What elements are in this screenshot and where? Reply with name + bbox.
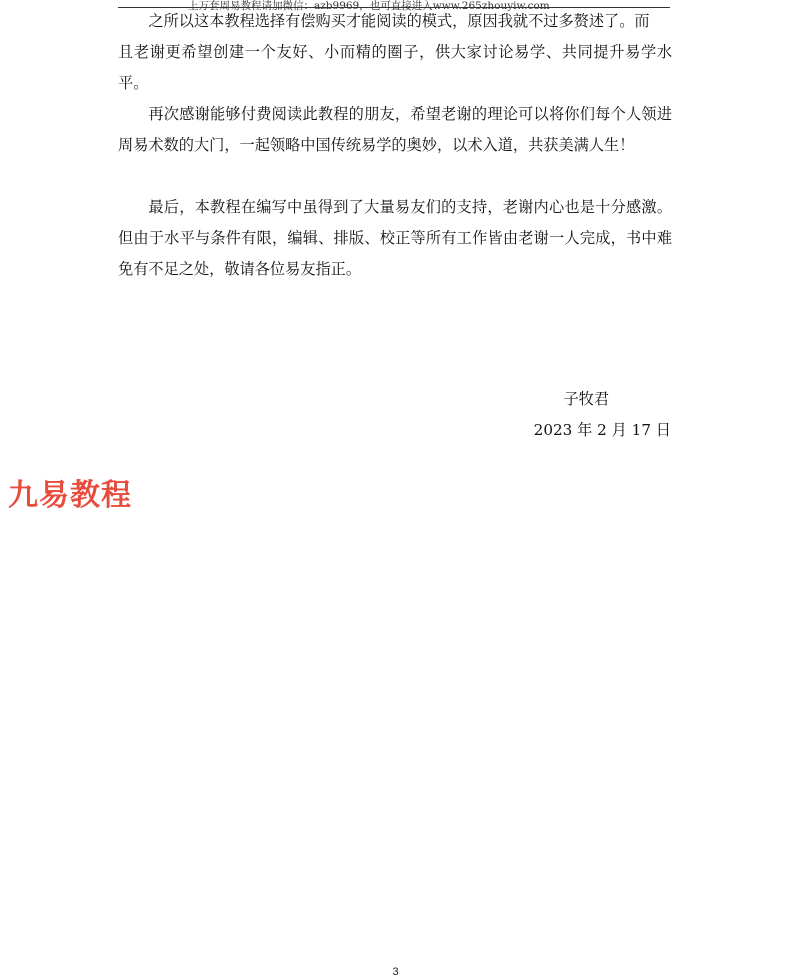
paragraph-2: 再次感谢能够付费阅读此教程的朋友，希望老谢的理论可以将你们每个人领进周易术数的大门，一起领略中国传统易学的奥妙，以术入道，共获美满人生！ bbox=[118, 105, 672, 154]
body-text bbox=[118, 6, 672, 285]
paragraph-1-continuation: 且老谢更希望创建一个友好、小而精的圈子，供大家讨论易学、共同提升易学水平。 bbox=[118, 43, 672, 92]
paragraph-1 bbox=[118, 6, 672, 37]
header-text: 上万套周易教程请加微信：azb9969，也可直接进入www.265zhouyiw.com bbox=[188, 0, 550, 12]
paragraph-3: 最后，本教程在编写中虽得到了大量易友们的支持，老谢内心也是十分感激。但由于水平与条件有限，编辑、排版、校正等所有工作皆由老谢一人完成，书中难免有不足之处，敬请各位易友指正。 bbox=[118, 198, 672, 278]
signature-name: 子牧君 bbox=[563, 390, 609, 408]
page-number: 3 bbox=[392, 966, 399, 978]
paragraph-1-line-1: 之所以这本教程选择有偿购买才能阅读的模式，原因我就不过多赘述了。而 bbox=[148, 12, 650, 30]
signature-block bbox=[371, 384, 671, 446]
signature-date: 2023 年 2 月 17 日 bbox=[533, 421, 671, 439]
watermark-logo: 九易教程 bbox=[8, 478, 132, 513]
